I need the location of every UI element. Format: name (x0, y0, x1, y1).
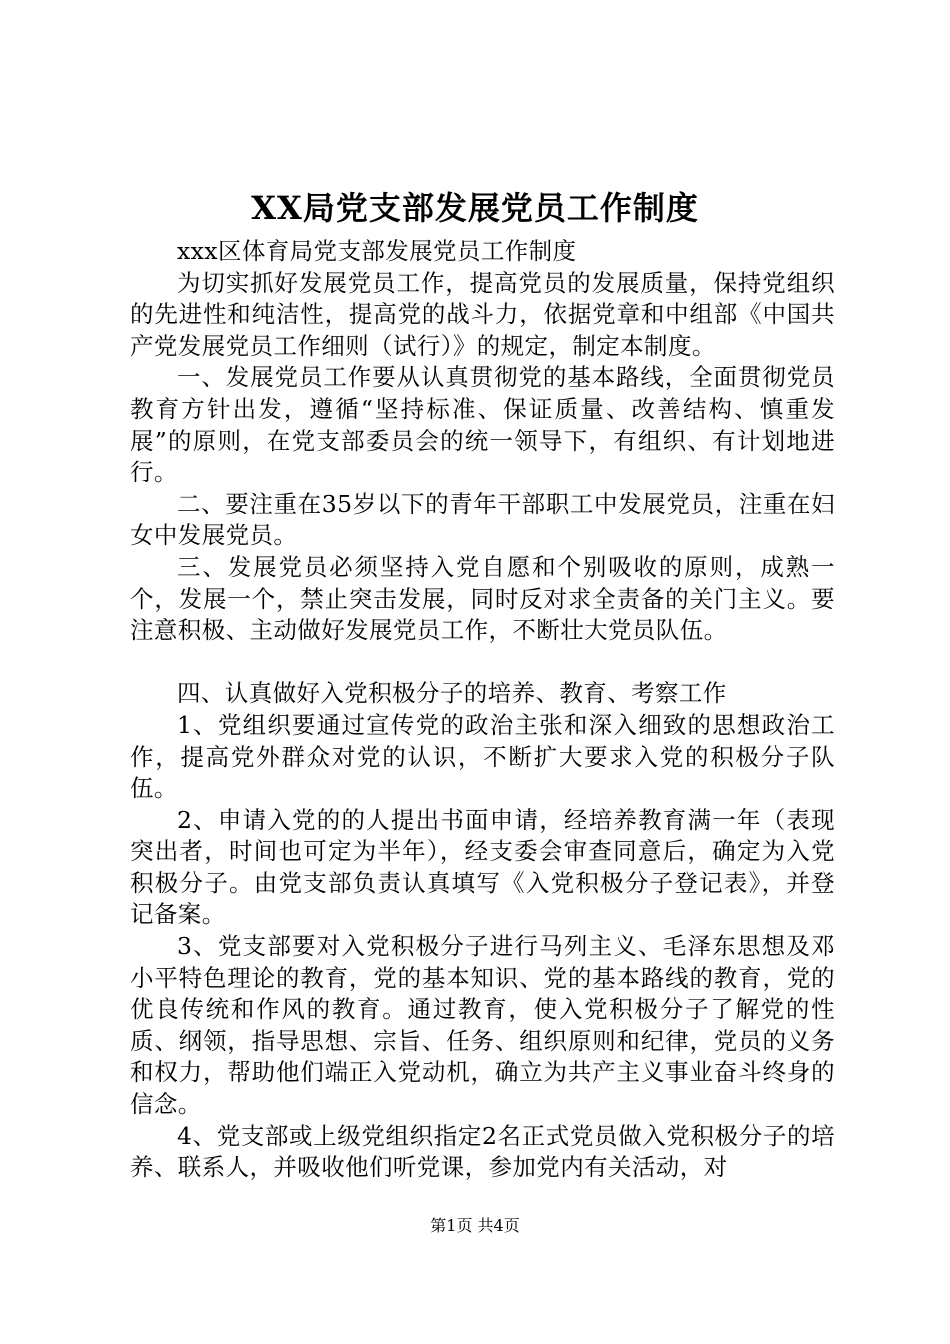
document-body (130, 236, 835, 1184)
paragraph-sub-1: 1、党组织要通过宣传党的政治主张和深入细致的思想政治工作，提高党外群众对党的认识，不断扩大要求入党的积极分子队伍。 (130, 710, 835, 803)
paragraph-intro: 为切实抓好发展党员工作，提高党员的发展质量，保持党组织的先进性和纯洁性，提高党的战斗力，依据党章和中组部《中国共产党发展党员工作细则（试行）》的规定，制定本制度。 (130, 268, 835, 360)
paragraph-item-3: 三、发展党员必须坚持入党自愿和个别吸收的原则，成熟一个，发展一个，禁止突击发展，同时反对求全责备的关门主义。要注意积极、主动做好发展党员工作，不断壮大党员队伍。 (130, 552, 835, 645)
page-number-footer: 第1页 共4页 (430, 1216, 520, 1235)
paragraph-sub-3: 3、党支部要对入党积极分子进行马列主义、毛泽东思想及邓小平特色理论的教育，党的基本知识、党的基本路线的教育，党的优良传统和作风的教育。通过教育，使入党积极分子了解党的性质、纲领，指导思想、宗旨、任务、组织原则和纪律，党员的义务和权力，帮助他们端正入党动机，确立为共产主义事业奋斗终身的信念。 (130, 932, 835, 1119)
paragraph-sub-2: 2、申请入党的的人提出书面申请，经培养教育满一年（表现突出者，时间也可定为半年），经支委会审查同意后，确定为入党积极分子。由党支部负责认真填写《入党积极分子登记表》，并登记备案。 (130, 805, 835, 929)
paragraph-item-4-heading: 四、认真做好入党积极分子的培养、教育、考察工作 (177, 679, 727, 708)
paragraph-item-2: 二、要注重在35岁以下的青年干部职工中发展党员，注重在妇女中发展党员。 (130, 489, 835, 550)
paragraph-item-1: 一、发展党员工作要从认真贯彻党的基本路线，全面贯彻党员教育方针出发，遵循“坚持标准、保证质量、改善结构、慎重发展”的原则，在党支部委员会的统一领导下，有组织、有计划地进行。 (130, 363, 835, 487)
document-subtitle: xxx区体育局党支部发展党员工作制度 (177, 237, 577, 265)
paragraph-sub-4: 4、党支部或上级党组织指定2名正式党员做入党积极分子的培养、联系人，并吸收他们听党课，参加党内有关活动，对 (130, 1121, 835, 1182)
document-title: XX局党支部发展党员工作制度 (251, 189, 699, 227)
